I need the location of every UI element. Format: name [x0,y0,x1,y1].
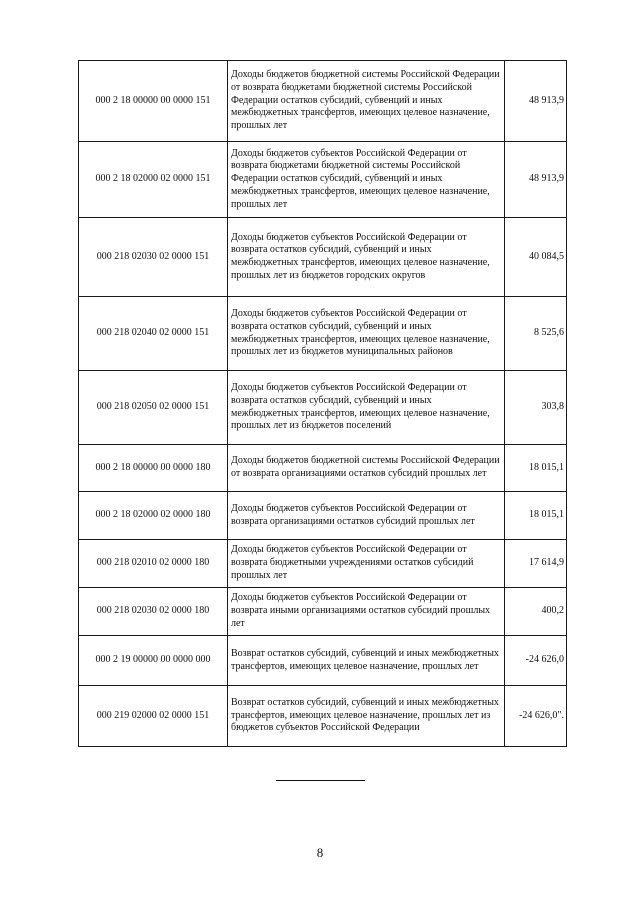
amount-cell: 303,8 [505,371,567,445]
amount-cell: 400,2 [505,588,567,636]
table-row [79,686,567,747]
budget-code-cell: 000 2 19 00000 00 0000 000 [79,636,228,686]
description-cell: Доходы бюджетов субъектов Российской Федерации от возврата иными организациями остатков субсидий прошлых лет [228,588,505,636]
amount-cell: 48 913,9 [505,142,567,218]
budget-table-body [79,61,567,747]
budget-code-cell: 000 2 18 02000 02 0000 151 [79,142,228,218]
budget-code-cell: 000 219 02000 02 0000 151 [79,686,228,747]
description-cell: Доходы бюджетов субъектов Российской Федерации от возврата остатков субсидий, субвенций и иных межбюджетных трансфертов, имеющих целевое назначение, прошлых лет из бюджетов городских округов [228,218,505,297]
table-row [79,297,567,371]
description-cell: Доходы бюджетов бюджетной системы Российской Федерации от возврата бюджетами бюджетной системы Российской Федерации остатков субсидий, субвенций и иных межбюджетных трансфертов, имеющих целевое назначение, прошлых лет [228,61,505,142]
table-row [79,492,567,540]
amount-cell: 18 015,1 [505,492,567,540]
budget-code-cell: 000 218 02010 02 0000 180 [79,540,228,588]
description-cell: Доходы бюджетов субъектов Российской Федерации от возврата организациями остатков субсидий прошлых лет [228,492,505,540]
amount-cell: 17 614,9 [505,540,567,588]
table-row [79,445,567,492]
description-cell: Доходы бюджетов бюджетной системы Российской Федерации от возврата организациями остатков субсидий прошлых лет [228,445,505,492]
amount-cell: 8 525,6 [505,297,567,371]
table-row [79,540,567,588]
description-cell: Доходы бюджетов субъектов Российской Федерации от возврата бюджетами бюджетной системы Российской Федерации остатков субсидий, субвенций и иных межбюджетных трансфертов, имеющих целевое назначение, прошлых лет [228,142,505,218]
table-row [79,61,567,142]
budget-code-cell: 000 2 18 00000 00 0000 151 [79,61,228,142]
amount-cell: 40 084,5 [505,218,567,297]
description-cell: Доходы бюджетов субъектов Российской Федерации от возврата бюджетными учреждениями остатков субсидий прошлых лет [228,540,505,588]
budget-code-cell: 000 218 02030 02 0000 151 [79,218,228,297]
footnote-rule [276,780,365,781]
amount-cell: -24 626,0 [505,636,567,686]
description-cell: Возврат остатков субсидий, субвенций и иных межбюджетных трансфертов, имеющих целевое назначение, прошлых лет из бюджетов субъектов Российской Федерации [228,686,505,747]
table-row [79,588,567,636]
budget-table [78,60,567,747]
budget-code-cell: 000 218 02040 02 0000 151 [79,297,228,371]
budget-code-cell: 000 218 02050 02 0000 151 [79,371,228,445]
amount-cell: 48 913,9 [505,61,567,142]
amount-cell: -24 626,0". [505,686,567,747]
budget-code-cell: 000 218 02030 02 0000 180 [79,588,228,636]
description-cell: Возврат остатков субсидий, субвенций и иных межбюджетных трансфертов, имеющих целевое назначение, прошлых лет [228,636,505,686]
description-cell: Доходы бюджетов субъектов Российской Федерации от возврата остатков субсидий, субвенций и иных межбюджетных трансфертов, имеющих целевое назначение, прошлых лет из бюджетов поселений [228,371,505,445]
amount-cell: 18 015,1 [505,445,567,492]
table-row [79,218,567,297]
table-row [79,371,567,445]
description-cell: Доходы бюджетов субъектов Российской Федерации от возврата остатков субсидий, субвенций и иных межбюджетных трансфертов, имеющих целевое назначение, прошлых лет из бюджетов муниципальных районов [228,297,505,371]
budget-code-cell: 000 2 18 00000 00 0000 180 [79,445,228,492]
budget-code-cell: 000 2 18 02000 02 0000 180 [79,492,228,540]
table-row [79,636,567,686]
table-row [79,142,567,218]
page-number: 8 [316,845,324,860]
